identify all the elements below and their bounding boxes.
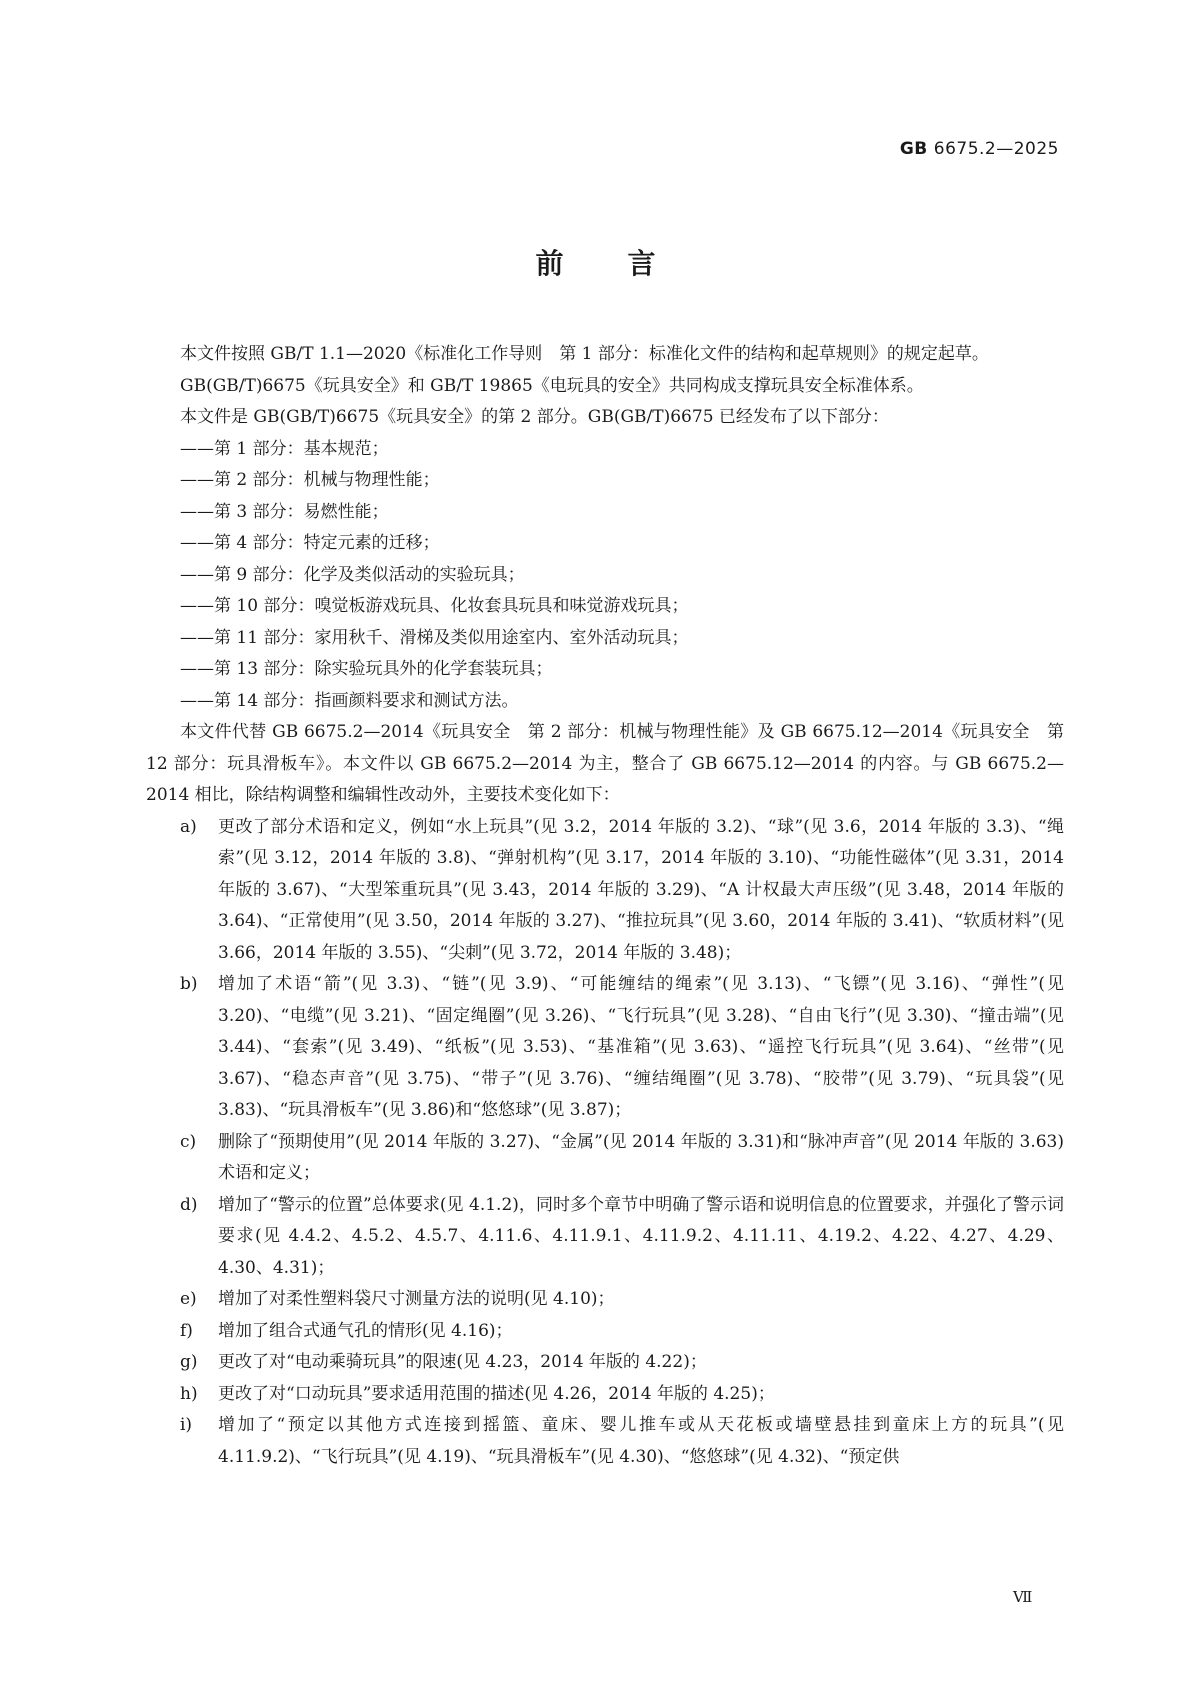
change-text: 增加了对柔性塑料袋尺寸测量方法的说明(见 4.10)； [218, 1289, 615, 1309]
part-list-item: ——第 10 部分：嗅觉板游戏玩具、化妆套具玩具和味觉游戏玩具； [180, 596, 689, 616]
change-label: e) [180, 1289, 197, 1309]
change-item [146, 1410, 1064, 1473]
change-text: 更改了部分术语和定义，例如“水上玩具”(见 3.2，2014 年版的 3.2)、“球”(见 3.6，2014 年版的 3.3)、“绳索”(见 3.12，2014 年版的 3.8)、“弹射机构”(见 3.17，2014 年版的 3.10)、“功能性磁体”(见 3.31，2014 年版的 3.67)、“大型笨重玩具”(见 3.43，2014 年版的 3.29)、“A 计权最大声压级”(见 3.48，2014 年版的 3.64)、“正常使用”(见 3.50，2014 年版的 3.27)、“推拉玩具”(见 3.60，2014 年版的 3.41)、“软质材料”(见 3.66，2014 年版的 3.55)、“尖刺”(见 3.72，2014 年版的 3.48)； [218, 816, 1064, 963]
intro-paragraph-system: GB(GB/T)6675《玩具安全》和 GB/T 19865《电玩具的安全》共同构成支撑玩具安全标准体系。 [180, 375, 924, 396]
change-text: 增加了组合式通气孔的情形(见 4.16)； [218, 1320, 513, 1341]
change-item [146, 969, 1064, 1127]
change-text: 删除了“预期使用”(见 2014 年版的 3.27)、“金属”(见 2014 年版的 3.31)和“脉冲声音”(见 2014 年版的 3.63)术语和定义； [218, 1131, 1064, 1183]
change-label: h) [180, 1383, 198, 1404]
change-text: 更改了对“电动乘骑玩具”的限速(见 4.23，2014 年版的 4.22)； [218, 1352, 707, 1372]
change-item [146, 1316, 1064, 1348]
document-header [900, 139, 1059, 159]
page-title: 前言 [535, 247, 720, 280]
replacement-paragraph: 本文件代替 GB 6675.2—2014《玩具安全 第 2 部分：机械与物理性能》及 GB 6675.12—2014《玩具安全 第 12 部分：玩具滑板车》。本文件以 GB 6675.2—2014 为主，整合了 GB 6675.12—2014 的内容。与 GB 6675.2—2014 相比，除结构调整和编辑性改动外，主要技术变化如下： [146, 722, 1064, 805]
change-item [146, 1127, 1064, 1190]
standard-org: GB [899, 139, 928, 159]
intro-paragraph-parts: 本文件是 GB(GB/T)6675《玩具安全》的第 2 部分。GB(GB/T)6675 已经发布了以下部分： [180, 407, 889, 427]
part-list-item: ——第 4 部分：特定元素的迁移； [180, 533, 440, 553]
document-body [146, 339, 1064, 1473]
change-label: i) [180, 1415, 193, 1435]
change-item [146, 1190, 1064, 1285]
change-item [146, 1284, 1064, 1316]
part-list-item: ——第 1 部分：基本规范； [180, 438, 389, 459]
part-list-item: ——第 14 部分：指画颜料要求和测试方法。 [180, 690, 519, 711]
change-label: f) [180, 1320, 193, 1341]
part-list-item: ——第 2 部分：机械与物理性能； [180, 470, 440, 490]
change-text: 增加了“预定以其他方式连接到摇篮、童床、婴儿推车或从天花板或墙壁悬挂到童床上方的玩具”(见 4.11.9.2)、“飞行玩具”(见 4.19)、“玩具滑板车”(见 4.30)、“悠悠球”(见 4.32)、“预定供 [218, 1415, 1064, 1467]
page-number: Ⅶ [1013, 1588, 1033, 1606]
part-list-item: ——第 11 部分：家用秋千、滑梯及类似用途室内、室外活动玩具； [180, 627, 689, 648]
change-text: 增加了“警示的位置”总体要求(见 4.1.2)，同时多个章节中明确了警示语和说明信息的位置要求，并强化了警示词要求(见 4.4.2、4.5.2、4.5.7、4.11.6、4.11.9.1、4.11.9.2、4.11.11、4.19.2、4.22、4.27、4.29、4.30、4.31)； [218, 1194, 1064, 1278]
change-label: g) [180, 1352, 198, 1372]
change-label: b) [180, 974, 198, 994]
change-label: d) [180, 1194, 198, 1215]
intro-paragraph-drafting: 本文件按照 GB/T 1.1—2020《标准化工作导则 第 1 部分：标准化文件的结构和起草规则》的规定起草。 [180, 344, 989, 364]
part-list-item: ——第 9 部分：化学及类似活动的实验玩具； [180, 564, 525, 585]
change-item [146, 1347, 1064, 1379]
change-text: 更改了对“口动玩具”要求适用范围的描述(见 4.26，2014 年版的 4.25)； [218, 1383, 775, 1404]
change-text: 增加了术语“箭”(见 3.3)、“链”(见 3.9)、“可能缠结的绳索”(见 3.13)、“飞镖”(见 3.16)、“弹性”(见 3.20)、“电缆”(见 3.21)、“固定绳圈”(见 3.26)、“飞行玩具”(见 3.28)、“自由飞行”(见 3.30)、“撞击端”(见 3.44)、“套索”(见 3.49)、“纸板”(见 3.53)、“基准箱”(见 3.63)、“遥控飞行玩具”(见 3.64)、“丝带”(见 3.67)、“稳态声音”(见 3.75)、“带子”(见 3.76)、“缠结绳圈”(见 3.78)、“胶带”(见 3.79)、“玩具袋”(见 3.83)、“玩具滑板车”(见 3.86)和“悠悠球”(见 3.87)； [218, 974, 1064, 1120]
change-label: c) [180, 1131, 197, 1152]
part-list-item: ——第 13 部分：除实验玩具外的化学套装玩具； [180, 659, 553, 679]
change-label: a) [180, 816, 197, 837]
change-item [146, 812, 1064, 970]
change-item [146, 1379, 1064, 1411]
part-list-item: ——第 3 部分：易燃性能； [180, 501, 389, 522]
standard-number: 6675.2—2025 [933, 139, 1059, 159]
